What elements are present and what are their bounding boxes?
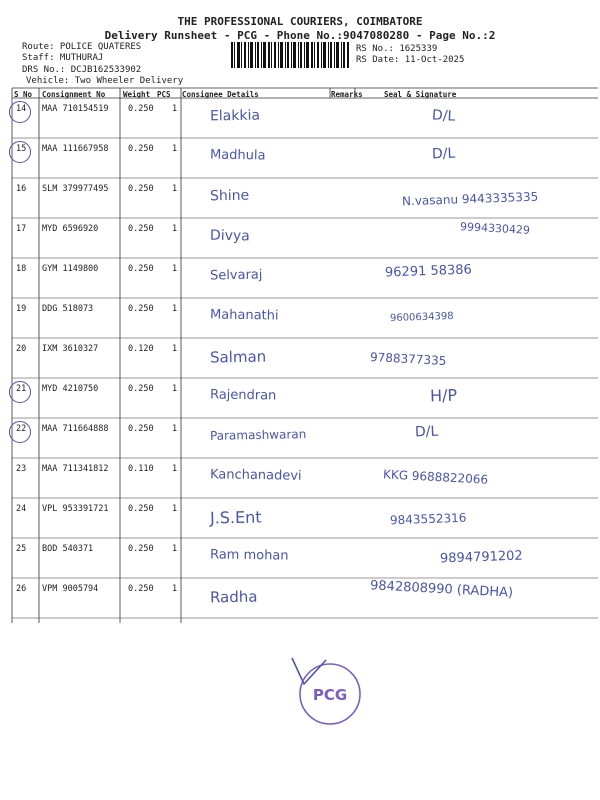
- row-weight: 0.250: [128, 584, 154, 594]
- row-sno: 24: [16, 504, 27, 514]
- row-pcs: 1: [172, 344, 178, 354]
- row-sno: 26: [16, 584, 27, 594]
- row-signature: 9842808990 (RADHA): [369, 578, 514, 601]
- row-weight: 0.250: [128, 224, 154, 234]
- stamp-tick-icon: [292, 658, 326, 684]
- row-consignment-no: IXM 3610327: [42, 344, 99, 354]
- row-weight: 0.250: [128, 384, 154, 394]
- stamp-text: PCG: [312, 686, 348, 704]
- row-weight: 0.250: [128, 424, 154, 434]
- company-title: THE PROFESSIONAL COURIERS, COIMBATORE: [177, 15, 423, 28]
- row-sno: 25: [16, 544, 27, 554]
- row-weight: 0.110: [128, 464, 154, 474]
- row-tick-mark: [9, 101, 31, 123]
- row-signature: D/L: [414, 423, 439, 441]
- row-consignment-no: GYM 1149800: [42, 264, 99, 274]
- row-consignee-name: J.S.Ent: [209, 507, 262, 528]
- row-sno: 14: [16, 104, 27, 114]
- row-weight: 0.250: [128, 264, 154, 274]
- row-sno: 21: [16, 384, 27, 394]
- row-pcs: 1: [172, 104, 178, 114]
- row-tick-mark: [9, 381, 31, 403]
- col-remarks: Remarks: [331, 90, 363, 99]
- row-sno: 20: [16, 344, 27, 354]
- col-consignee: Consignee Details: [182, 90, 259, 99]
- row-consignee-name: Ram mohan: [209, 547, 289, 564]
- row-signature: 9994330429: [459, 220, 531, 237]
- row-consignment-no: MAA 111667958: [42, 144, 109, 154]
- row-signature: 96291 58386: [384, 262, 473, 281]
- row-consignee-name: Elakkia: [209, 107, 261, 125]
- row-weight: 0.250: [128, 184, 154, 194]
- col-pcs: PCS: [157, 90, 171, 99]
- row-signature: D/L: [431, 145, 456, 163]
- row-sno: 23: [16, 464, 27, 474]
- row-tick-mark: [9, 421, 31, 443]
- row-weight: 0.250: [128, 304, 154, 314]
- row-consignee-name: Selvaraj: [209, 267, 263, 284]
- row-pcs: 1: [172, 464, 178, 474]
- row-sno: 17: [16, 224, 27, 234]
- row-consignment-no: MAA 711341812: [42, 464, 109, 474]
- row-pcs: 1: [172, 184, 178, 194]
- row-consignment-no: DDG 518073: [42, 304, 94, 314]
- row-pcs: 1: [172, 264, 178, 274]
- row-sno: 18: [16, 264, 27, 274]
- row-consignee-name: Mahanathi: [209, 307, 279, 324]
- row-consignee-name: Divya: [209, 227, 250, 245]
- row-signature: 9600634398: [389, 310, 454, 325]
- row-consignment-no: VPL 953391721: [42, 504, 109, 514]
- rs-date: RS Date: 11-Oct-2025: [356, 55, 465, 65]
- row-pcs: 1: [172, 224, 178, 234]
- row-sno: 15: [16, 144, 27, 154]
- row-consignee-name: Shine: [209, 187, 250, 205]
- row-consignee-name: Kanchanadevi: [209, 467, 302, 484]
- row-weight: 0.250: [128, 544, 154, 554]
- drs-label: DRS No.: DCJB162533902: [22, 65, 142, 75]
- row-consignee-name: Rajendran: [209, 387, 277, 404]
- row-signature: KKG 9688822066: [382, 467, 489, 487]
- row-sno: 22: [16, 424, 27, 434]
- col-sno: S No: [14, 90, 33, 99]
- row-tick-mark: [9, 141, 31, 163]
- row-signature: 9843552316: [389, 510, 467, 528]
- row-consignment-no: BOD 540371: [42, 544, 94, 554]
- row-weight: 0.250: [128, 104, 154, 114]
- runsheet-subtitle: Delivery Runsheet - PCG - Phone No.:9047080280 - Page No.:2: [104, 29, 496, 42]
- row-consignee-name: Paramashwaran: [209, 427, 307, 443]
- row-pcs: 1: [172, 424, 178, 434]
- row-weight: 0.250: [128, 504, 154, 514]
- vehicle-label: Vehicle: Two Wheeler Delivery: [26, 76, 184, 86]
- row-pcs: 1: [172, 144, 178, 154]
- row-pcs: 1: [172, 384, 178, 394]
- row-signature: N.vasanu 9443335335: [401, 189, 539, 209]
- row-sno: 19: [16, 304, 27, 314]
- row-consignment-no: MAA 710154519: [42, 104, 109, 114]
- row-weight: 0.120: [128, 344, 154, 354]
- row-consignment-no: MYD 4210750: [42, 384, 99, 394]
- row-consignee-name: Salman: [209, 347, 267, 367]
- row-consignment-no: SLM 379977495: [42, 184, 109, 194]
- row-signature: 9894791202: [439, 548, 523, 567]
- staff-label: Staff: MUTHURAJ: [22, 53, 104, 63]
- col-seal-signature: Seal & Signature: [384, 90, 457, 99]
- col-weight: Weight: [123, 90, 151, 99]
- row-pcs: 1: [172, 304, 178, 314]
- row-pcs: 1: [172, 504, 178, 514]
- rs-number: RS No.: 1625339: [356, 44, 438, 54]
- row-signature: 9788377335: [369, 350, 447, 368]
- row-consignment-no: MYD 6596920: [42, 224, 99, 234]
- row-consignment-no: MAA 711664888: [42, 424, 109, 434]
- row-sno: 16: [16, 184, 27, 194]
- row-signature: H/P: [429, 385, 458, 406]
- pcg-stamp: [290, 650, 370, 730]
- route-label: Route: POLICE QUATERES: [22, 42, 142, 52]
- row-pcs: 1: [172, 544, 178, 554]
- row-signature: D/L: [431, 107, 456, 125]
- row-consignee-name: Madhula: [209, 147, 266, 164]
- row-weight: 0.250: [128, 144, 154, 154]
- row-consignment-no: VPM 9005794: [42, 584, 99, 594]
- col-consignment: Consignment No: [42, 90, 106, 99]
- row-consignee-name: Radha: [209, 587, 258, 607]
- row-pcs: 1: [172, 584, 178, 594]
